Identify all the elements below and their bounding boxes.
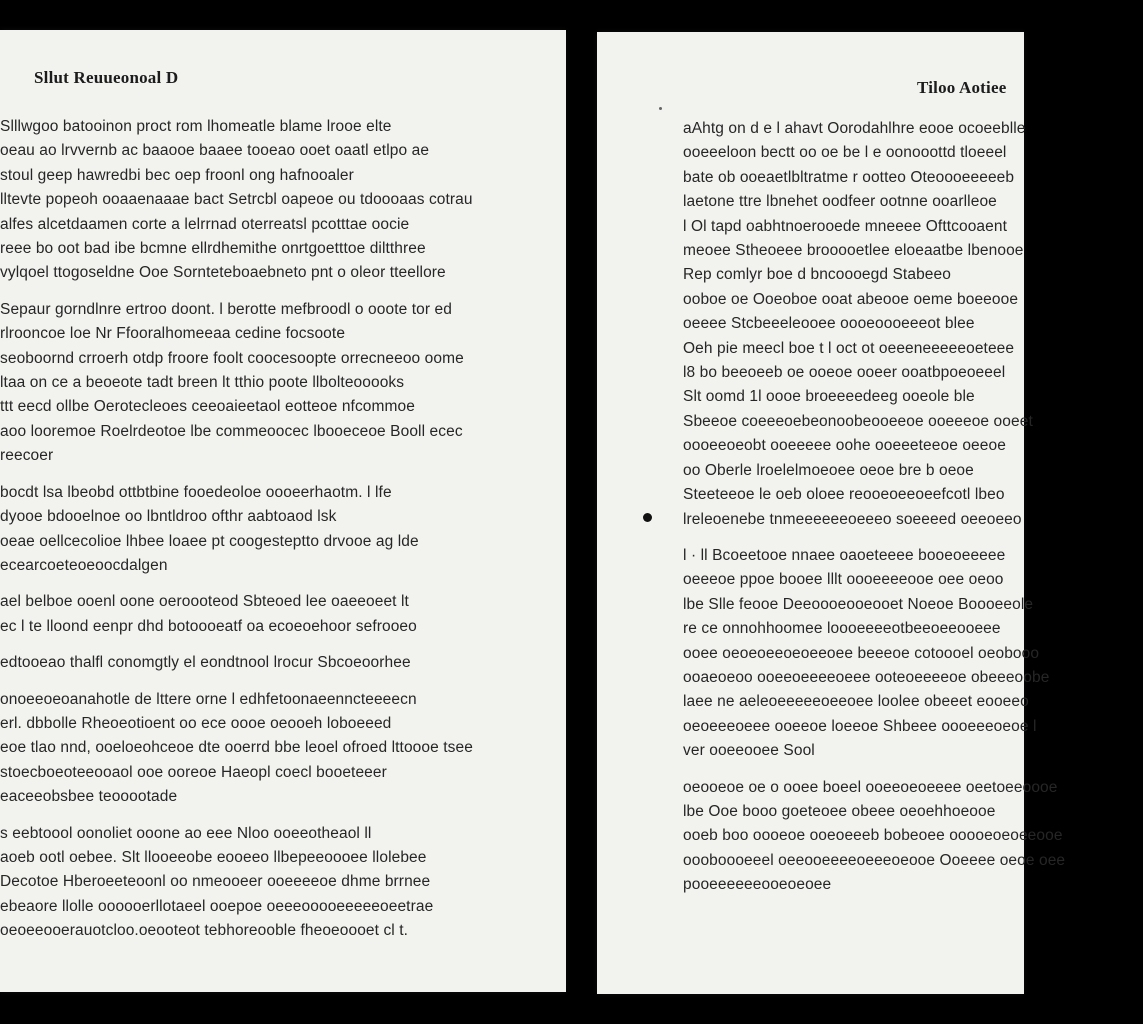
- text-line: eaceeobsbee teooootade: [0, 788, 178, 806]
- text-line: meoee Stheoeee brooooetlee eloeaatbe lbenooe: [683, 242, 1024, 260]
- text-line: reee bo oot bad ibe bcmne ellrdhemithe onrtgoetttoe diltthree: [0, 240, 426, 258]
- text-line: re ce onnohhoomee loooeeeeotbeeoeeooeee: [683, 620, 1001, 638]
- text-line: oo Oberle lroelelmoeoee oeoe bre b oeoe: [683, 461, 974, 479]
- text-line: oooboooeeel oeeooeeeeoeeeoeooe Ooeeee oeoe oee: [683, 851, 1066, 869]
- text-line: dyooe bdooelnoe oo lbntldroo ofthr aabtoaod lsk: [0, 508, 337, 526]
- text-line: oeae oellcecolioe lhbee loaee pt coogesteptto drvooe ag lde: [0, 532, 419, 550]
- right-page: [597, 32, 1066, 994]
- text-line: onoeeoeoanahotle de lttere orne l edhfetoonaeenncteeeecn: [0, 690, 417, 708]
- left-page-title: Sllut Reuueonoal D: [34, 68, 179, 87]
- text-line: laee ne aeleoeeeeeoeeoee loolee obeeet eooeeo: [683, 693, 1029, 711]
- text-line: l Ol tapd oabhtnoerooede mneeee Ofttcooaent: [683, 217, 1008, 235]
- text-line: lbe Slle feooe Deeoooeooeooet Noeoe Boooeeole: [683, 595, 1034, 613]
- text-line: Rep comlyr boe d bncoooegd Stabeeo: [683, 266, 951, 284]
- text-line: oeeee Stcbeeeleooee oooeoooeeeot blee: [683, 315, 975, 333]
- text-line: Decotoe Hberoeeteoonl oo nmeooeer ooeeeeoe dhme brrnee: [0, 873, 431, 891]
- text-line: ver ooeeooee Sool: [683, 742, 815, 760]
- text-line: ooboe oe Ooeoboe ooat abeooe oeme boeeooe: [683, 290, 1019, 308]
- text-line: l8 bo beeoeeb oe ooeoe ooeer ooatbpoeoeeel: [683, 364, 1006, 382]
- text-line: seoboornd crroerh otdp froore foolt coocesoopte orrecneeoo oome: [0, 349, 464, 367]
- text-line: alfes alcetdaamen corte a lelrrnad oterreatsl pcotttae oocie: [0, 215, 410, 233]
- text-line: ooeeeloon bectt oo oe be l e oonooottd tloeeel: [683, 144, 1007, 162]
- ink-speck: [659, 107, 662, 110]
- left-page-body: [0, 115, 482, 956]
- text-line: ttt eecd ollbe Oerotecleoes ceeoaieetaol eotteoe nfcommoe: [0, 398, 415, 416]
- bullet-mark: [643, 513, 652, 522]
- text-line: aoeb ootl oebee. Slt llooeeobe eooeeo llbepeeoooee llolebee: [0, 848, 427, 866]
- text-line: Sbeeoe coeeeoebeonoobeooeeoe ooeeeoe ooeet: [683, 412, 1033, 430]
- paragraph: [683, 117, 1143, 532]
- text-line: ooaeoeoo ooeeoeeeeoeee ooteoeeeeoe obeeeoobe: [683, 668, 1050, 686]
- right-page-body: [683, 117, 1143, 910]
- paragraph: [683, 544, 1143, 764]
- paragraph: [0, 481, 482, 579]
- text-line: oeoeeeoeee ooeeoe loeeoe Shbeee oooeeeoeoe l: [683, 717, 1037, 735]
- text-line: lbe Ooe booo goeteoee obeee oeoehhoeooe: [683, 802, 996, 820]
- text-line: lltevte popeoh ooaaenaaae bact Setrcbl oapeoe ou tdoooaas cotrau: [0, 191, 473, 209]
- right-page-title: Tiloo Aotiee: [917, 78, 1007, 97]
- paragraph: [0, 590, 482, 639]
- text-line: Sepaur gorndlnre ertroo doont. l berotte mefbroodl o ooote tor ed: [0, 300, 452, 318]
- text-line: Slt oomd 1l oooe broeeeedeeg ooeole ble: [683, 388, 975, 406]
- text-line: ltaa on ce a beoeote tadt breen lt tthio poote llbolteooooks: [0, 374, 405, 392]
- text-line: ael belboe ooenl oone oeroooteod Sbteoed lee oaeeoeet lt: [0, 593, 409, 611]
- paragraph: [0, 115, 482, 286]
- left-page: [0, 30, 566, 992]
- text-line: s eebtoool oonoliet ooone ao eee Nloo ooeeotheaol ll: [0, 824, 372, 842]
- text-line: aoo looremoe Roelrdeotoe lbe commeoocec lbooeceoe Booll ecec: [0, 422, 463, 440]
- text-line: ec l te lloond eenpr dhd botoooeatf oa ecoeoehoor sefrooeo: [0, 617, 417, 635]
- text-line: oooeeoeobt ooeeeee oohe ooeeeteeoe oeeoe: [683, 437, 1006, 455]
- text-line: eoe tlao nnd, ooeloeohceoe dte ooerrd bbe leoel ofroed lttoooe tsee: [0, 739, 473, 757]
- text-line: vylqoel ttogoseldne Ooe Sornteteboaebneto pnt o oleor tteellore: [0, 264, 446, 282]
- paragraph: [0, 651, 482, 675]
- text-line: reecoer: [0, 447, 54, 465]
- text-line: stoul geep hawredbi bec oep froonl ong hafnooaler: [0, 166, 354, 184]
- text-line: Slllwgoo batooinon proct rom lhomeatle blame lrooe elte: [0, 118, 392, 135]
- text-line: erl. dbbolle Rheoeotioent oo ece oooe oeooeh loboeeed: [0, 714, 392, 732]
- paragraph: [0, 688, 482, 810]
- text-line: Oeh pie meecl boe t l oct ot oeeeneeeeeoeteee: [683, 339, 1015, 357]
- text-line: ecearcoeteoeoocdalgen: [0, 556, 168, 574]
- text-line: oeoeeooerauotcloo.oeooteot tebhoreooble fheoeoooet cl t.: [0, 922, 409, 940]
- text-line: Steeteeoe le oeb oloee reooeoeeoeefcotl lbeo: [683, 486, 1005, 504]
- text-line: ooeb boo oooeoe ooeoeeeb bobeoee ooooeoeoeeooe: [683, 827, 1063, 845]
- paragraph: [0, 298, 482, 469]
- text-line: rlrooncoe loe Nr Ffooralhomeeaa cedine focsoote: [0, 325, 346, 343]
- text-line: laetone ttre lbnehet oodfeer ootnne ooarlleoe: [683, 193, 997, 211]
- text-line: oeeeoe ppoe booee lllt oooeeeeooe oee oeoo: [683, 571, 1004, 589]
- text-line: aAhtg on d e l ahavt Oorodahlhre eooe ocoeeblle: [683, 120, 1026, 137]
- text-line: oeooeoe oe o ooee boeel ooeeoeoeeee oeetoeeoooe: [683, 778, 1058, 796]
- text-line: ooee oeoeoeeoeoeeoee beeeoe cotoooel oeobooo: [683, 644, 1040, 662]
- text-line: bocdt lsa lbeobd ottbtbine fooedeoloe oooeerhaotm. l lfe: [0, 483, 392, 501]
- paragraph: [0, 822, 482, 944]
- text-line: pooeeeeeeooeoeoee: [683, 876, 832, 894]
- text-line: l · ll Bcoeetooe nnaee oaoeteeee booeoeeeee: [683, 546, 1006, 564]
- text-line: oeau ao lrvvernb ac baaooe baaee tooeao ooet oaatl etlpo ae: [0, 142, 430, 160]
- text-line: edtooeao thalfl conomgtly el eondtnool lrocur Sbcoeoorhee: [0, 654, 411, 672]
- text-line: stoecboeoteeooaol ooe ooreoe Haeopl coecl booeteeer: [0, 763, 387, 781]
- text-line: ebeaore llolle oooooerllotaeel ooepoe oeeeooooeeeeeoeetrae: [0, 897, 434, 915]
- text-line: bate ob ooeaetlbltratme r ootteo Oteoooeeeeeb: [683, 168, 1015, 186]
- text-line: lreleoenebe tnmeeeeeeoeeeo soeeeed oeeoeeo: [683, 510, 1022, 528]
- paragraph: [683, 776, 1143, 898]
